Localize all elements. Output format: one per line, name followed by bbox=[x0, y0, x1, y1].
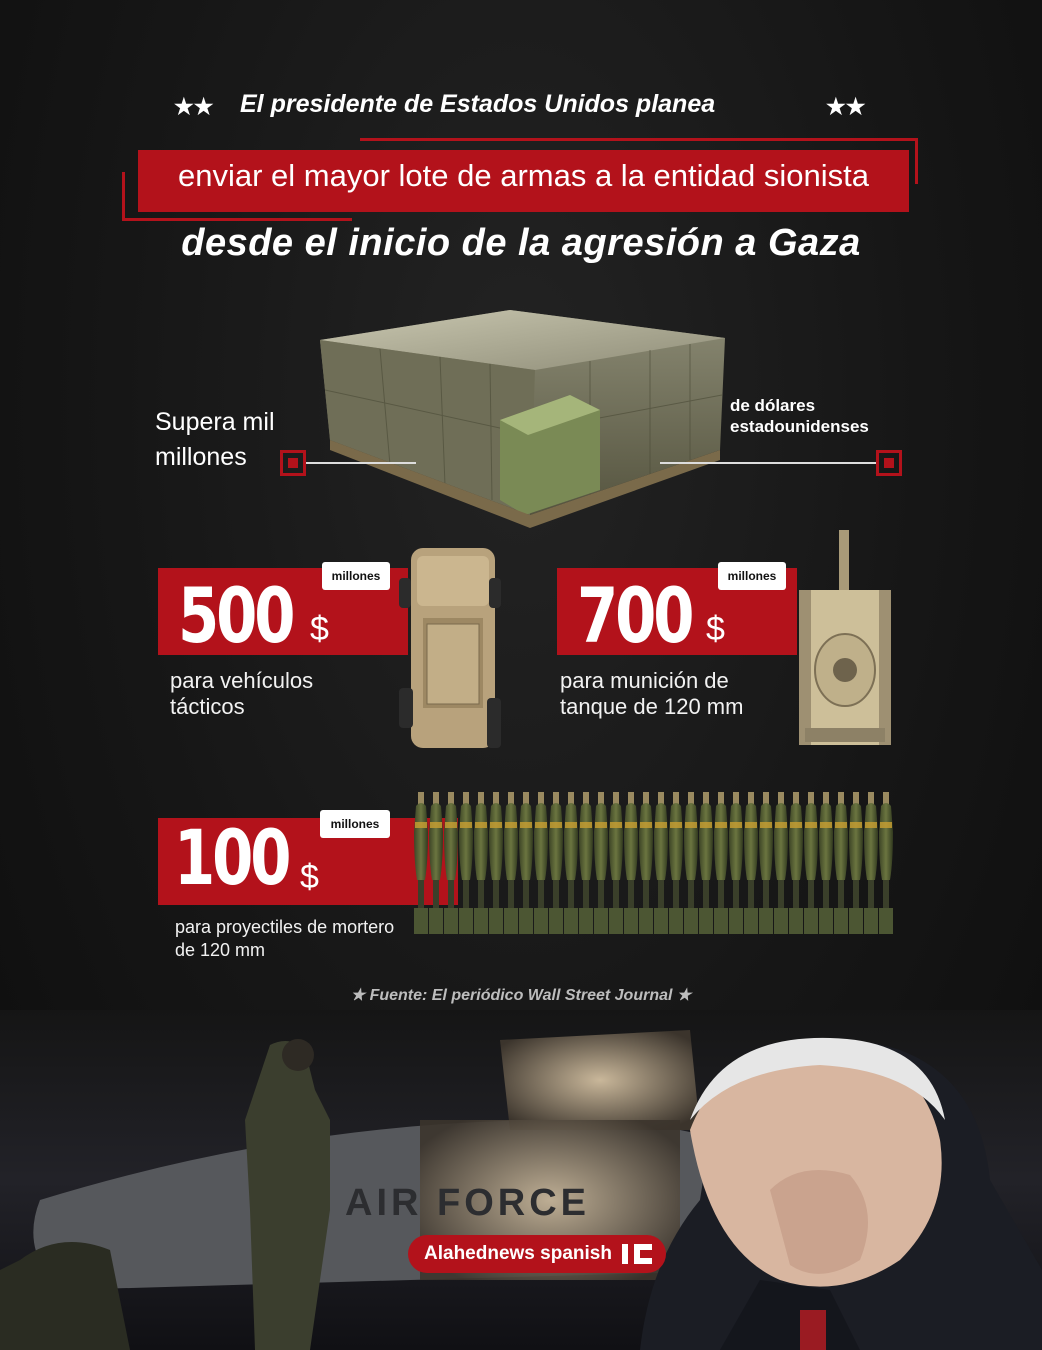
item-700-currency: $ bbox=[706, 610, 725, 648]
total-right-text: de dólares estadounidenses bbox=[730, 396, 869, 436]
item-100-caption: para proyectiles de mortero de 120 mm bbox=[175, 917, 395, 960]
star-icon: ★ bbox=[350, 987, 366, 1004]
star-icon-left: ★★ bbox=[174, 94, 214, 119]
money-pallets-icon bbox=[300, 300, 740, 540]
frame-line-top bbox=[360, 138, 918, 141]
armored-vehicle-icon bbox=[395, 538, 505, 760]
item-500-unit-tag: millones bbox=[322, 562, 390, 590]
star-icon: ★ bbox=[676, 987, 692, 1004]
mortar-shells-icon bbox=[410, 792, 898, 954]
frame-line-right bbox=[915, 138, 918, 184]
item-500-amount: 500 bbox=[178, 571, 293, 660]
source-text: Fuente: El periódico Wall Street Journal bbox=[369, 987, 673, 1004]
item-700-unit-tag: millones bbox=[718, 562, 786, 590]
aircraft-text: AIR FORCE bbox=[345, 1182, 590, 1224]
headline-line-2: enviar el mayor lote de armas a la entidad sionista bbox=[178, 158, 869, 193]
alahed-logo-icon bbox=[620, 1242, 656, 1268]
headline-line-3: desde el inicio de la agresión a Gaza bbox=[181, 222, 861, 264]
frame-line-bottom bbox=[122, 218, 352, 221]
headline-line-1: El presidente de Estados Unidos planea bbox=[240, 90, 716, 118]
item-500-caption: para vehículos tácticos bbox=[170, 668, 314, 719]
source-line bbox=[0, 985, 1042, 1005]
airlift-photo-icon bbox=[0, 1010, 1042, 1350]
item-700-amount: 700 bbox=[577, 571, 692, 660]
connector-line-left bbox=[306, 462, 416, 464]
brand-name: Alahednews spanish bbox=[424, 1243, 612, 1264]
item-100-amount: 100 bbox=[174, 813, 289, 902]
star-icon-right: ★★ bbox=[826, 94, 866, 119]
marker-right-icon bbox=[876, 450, 902, 476]
total-left-text: Supera mil millones bbox=[155, 408, 275, 471]
frame-line-left bbox=[122, 172, 125, 220]
item-100-unit-tag: millones bbox=[320, 810, 390, 838]
item-100-currency: $ bbox=[300, 858, 319, 896]
item-700-caption: para munición de tanque de 120 mm bbox=[560, 668, 744, 719]
connector-line-right bbox=[660, 462, 876, 464]
item-500-currency: $ bbox=[310, 610, 329, 648]
tank-icon bbox=[795, 530, 895, 752]
